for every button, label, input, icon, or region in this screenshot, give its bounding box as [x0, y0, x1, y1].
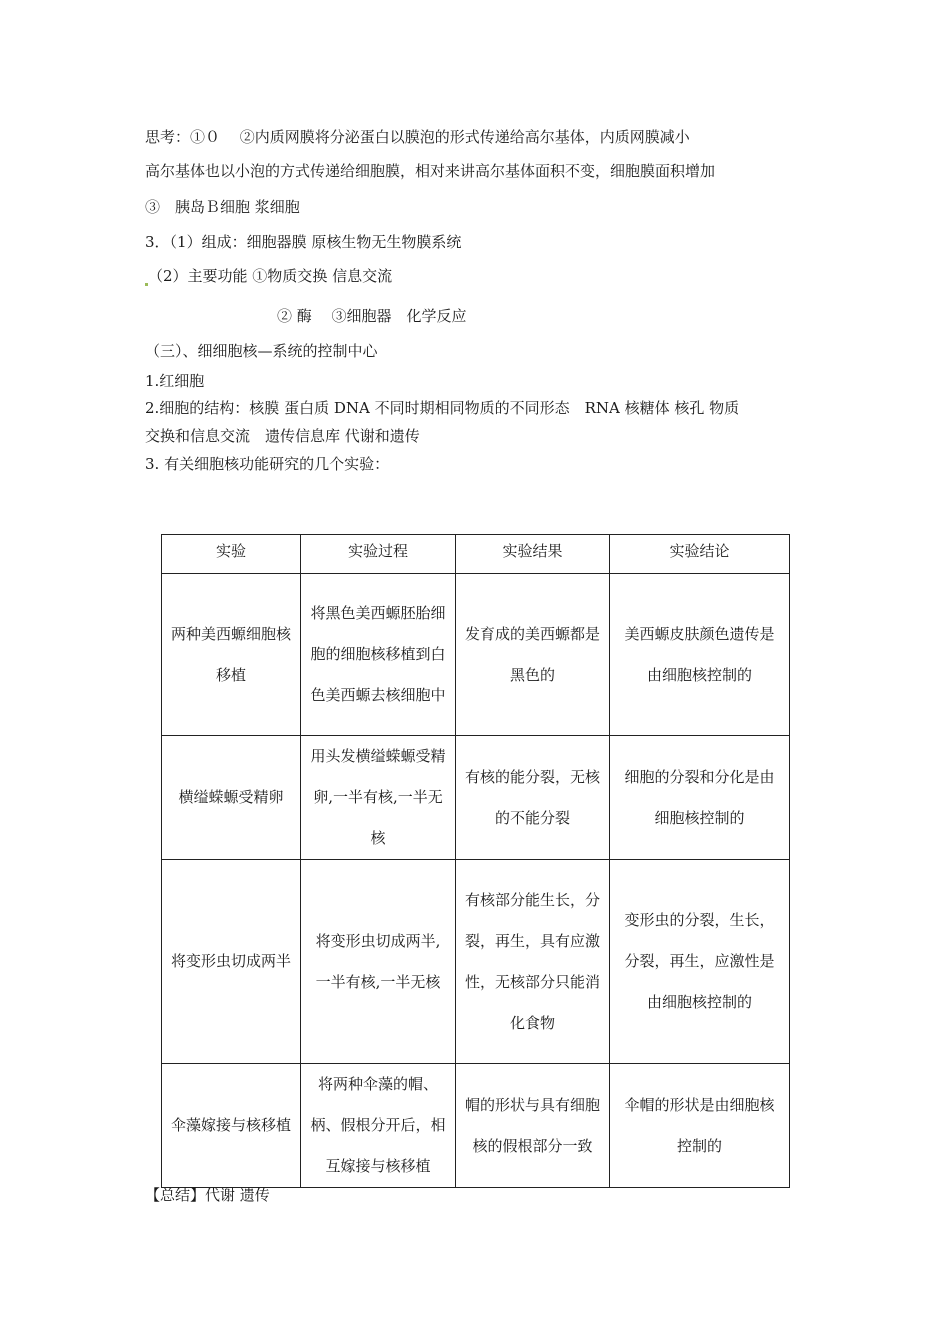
table-cell: 两种美西螈细胞核移植	[162, 574, 301, 736]
header-cell: 实验	[162, 535, 301, 574]
table-row	[162, 860, 790, 1064]
header-cell: 实验结果	[456, 535, 610, 574]
header-cell: 实验过程	[301, 535, 456, 574]
table-cell: 将黑色美西螈胚胎细胞的细胞核移植到白色美西螈去核细胞中	[301, 574, 456, 736]
section3-line-3: ② 酶 ③细胞器 化学反应	[277, 307, 467, 325]
think-line-2: 高尔基体也以小泡的方式传递给细胞膜，相对来讲高尔基体面积不变，细胞膜面积增加	[145, 162, 716, 180]
table-cell: 美西螈皮肤颜色遗传是由细胞核控制的	[610, 574, 790, 736]
table-cell: 变形虫的分裂，生长，分裂，再生，应激性是由细胞核控制的	[610, 860, 790, 1064]
table-cell: 伞帽的形状是由细胞核控制的	[610, 1064, 790, 1188]
item-2-line-b: 交换和信息交流 遗传信息库 代谢和遗传	[145, 427, 420, 445]
table-cell: 伞藻嫁接与核移植	[162, 1064, 301, 1188]
nucleus-section-title: （三）、细细胞核—系统的控制中心	[145, 342, 378, 360]
think-line-3: ③ 胰岛Ｂ细胞 浆细胞	[145, 198, 300, 216]
table-cell: 将两种伞藻的帽、柄、假根分开后，相互嫁接与核移植	[301, 1064, 456, 1188]
table-row	[162, 1064, 790, 1188]
section3-line-2: （2）主要功能 ①物质交换 信息交流	[145, 265, 392, 286]
experiment-table	[161, 534, 789, 1180]
table-cell: 将变形虫切成两半	[162, 860, 301, 1064]
item-1: 1.红细胞	[145, 372, 205, 390]
item-3: 3. 有关细胞核功能研究的几个实验：	[145, 455, 390, 473]
table-cell: 有核的能分裂，无核的不能分裂	[456, 736, 610, 860]
section3-line-1: 3．（1）组成：细胞器膜 原核生物无生物膜系统	[145, 233, 462, 251]
table-cell: 有核部分能生长，分裂，再生，具有应激性，无核部分只能消化食物	[456, 860, 610, 1064]
table-cell: 横缢蝾螈受精卵	[162, 736, 301, 860]
item-2-line-a: 2.细胞的结构：核膜 蛋白质 DNA 不同时期相同物质的不同形态 RNA 核糖体 核孔 物质	[145, 399, 740, 417]
table-cell: 帽的形状与具有细胞核的假根部分一致	[456, 1064, 610, 1188]
table-row	[162, 574, 790, 736]
think-line-1: 思考：①０ ②内质网膜将分泌蛋白以膜泡的形式传递给高尔基体，内质网膜减小	[145, 128, 690, 146]
table-cell: 用头发横缢蝾螈受精卵,一半有核,一半无核	[301, 736, 456, 860]
table-cell: 发育成的美西螈都是黑色的	[456, 574, 610, 736]
header-cell: 实验结论	[610, 535, 790, 574]
summary-line: 【总结】代谢 遗传	[145, 1186, 270, 1204]
table-header-row	[162, 535, 790, 574]
table-cell: 细胞的分裂和分化是由细胞核控制的	[610, 736, 790, 860]
table-cell: 将变形虫切成两半,一半有核,一半无核	[301, 860, 456, 1064]
table-row	[162, 736, 790, 860]
